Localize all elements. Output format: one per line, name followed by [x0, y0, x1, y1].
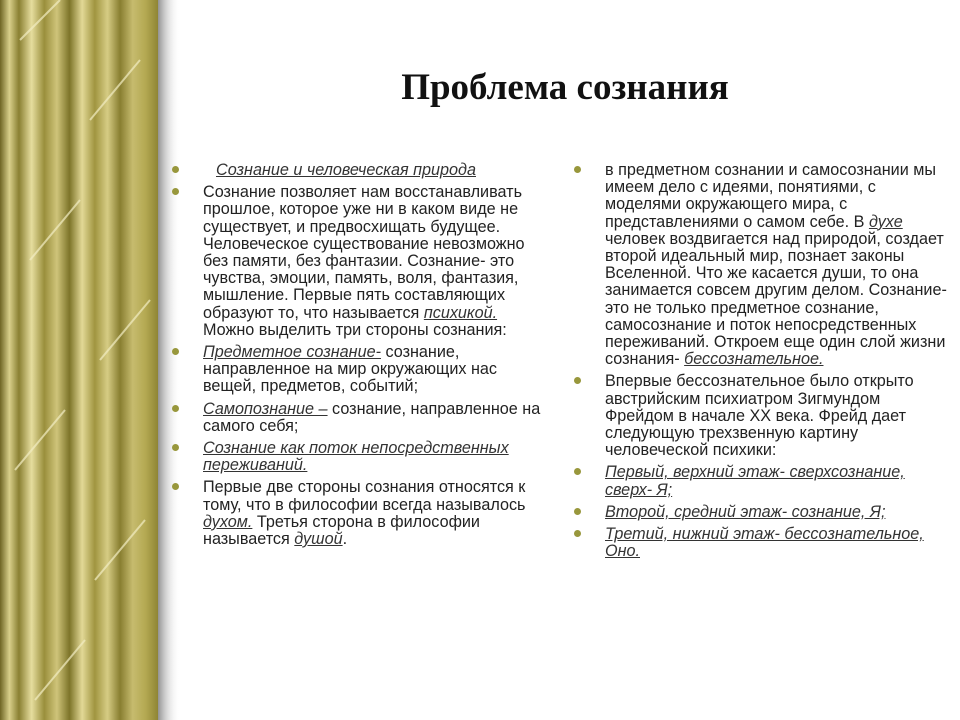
slide-title: Проблема сознания [401, 67, 729, 108]
bullet-icon [574, 468, 581, 475]
right-column [572, 162, 947, 565]
link[interactable]: Самопознание – [203, 399, 328, 418]
link[interactable]: духе [868, 212, 903, 231]
link[interactable]: Третий, нижний этаж- бессознательное, Оно. [605, 525, 924, 561]
list-item [170, 184, 545, 339]
list-item [170, 440, 545, 474]
list-item [572, 373, 947, 459]
text: в предметном сознании и самосознании мы имеем дело с идеями, понятиями, с моделями окружающего мира, с представлениями о самом себе. В [605, 161, 937, 231]
bullet-icon [172, 348, 179, 355]
link[interactable]: Сознание и человеческая природа [216, 161, 476, 179]
text: Третья сторона в философии называется [203, 512, 480, 549]
list-item [170, 344, 545, 396]
bullet-icon [172, 444, 179, 451]
bullet-icon [172, 188, 179, 195]
bullet-icon [574, 508, 581, 515]
text: Можно выделить три стороны сознания: [203, 320, 507, 339]
link[interactable]: духом. [203, 512, 253, 531]
list-item [170, 162, 545, 179]
link[interactable]: бессознательное. [684, 350, 824, 369]
left-column [170, 162, 545, 553]
bullet-icon [172, 405, 179, 412]
text: . [342, 530, 348, 549]
text: сознание, направленное на самого себя; [203, 399, 541, 435]
link[interactable]: душой [294, 530, 343, 549]
list-item [572, 526, 947, 560]
bullet-icon [172, 483, 179, 490]
bullet-icon [574, 166, 581, 173]
link[interactable]: Первый, верхний этаж- сверхсознание, сверх- Я; [605, 463, 905, 499]
bullet-icon [574, 530, 581, 537]
list-item [572, 504, 947, 521]
link[interactable]: Предметное сознание- [203, 343, 381, 362]
list-item [572, 162, 947, 368]
gold-curtain-decoration [0, 0, 180, 720]
list-item [170, 401, 545, 435]
text: Впервые бессознательное было открыто австрийским психиатром Зигмундом Фрейдом в начале XX века. Фрейд дает следующую трехзвенную картину человеческой психики: [605, 372, 914, 460]
link[interactable]: психикой. [423, 303, 498, 322]
list-item [572, 464, 947, 498]
link[interactable]: Второй, средний этаж- сознание, Я; [605, 502, 886, 521]
text: человек воздвигается над природой, создает второй идеальный мир, познает законы Вселенной. Что же касается души, то она занимается совсем другим делом. Сознание- это не только предметное сознание, самосознание и поток непосредственных переживаний. Откроем еще один слой жизни сознания- [605, 229, 947, 369]
text: Сознание позволяет нам восстанавливать прошлое, которое уже ни в каком виде не существует, и предвосхищать будущее. Человеческое существование невозможно без памяти, без фантазии. Сознание- это чувства, эмоции, память, воля, фантазия, мышление. Первые пять составляющих образуют то, что называется [203, 183, 525, 322]
text: Первые две стороны сознания относятся к тому, что в философии всегда называлось [203, 478, 526, 514]
text: сознание, направленное на мир окружающих нас вещей, предметов, событий; [203, 343, 498, 396]
bullet-icon [574, 377, 581, 384]
link[interactable]: Сознание как поток непосредственных переживаний. [203, 439, 509, 475]
bullet-icon [172, 166, 179, 173]
list-item [170, 479, 545, 548]
